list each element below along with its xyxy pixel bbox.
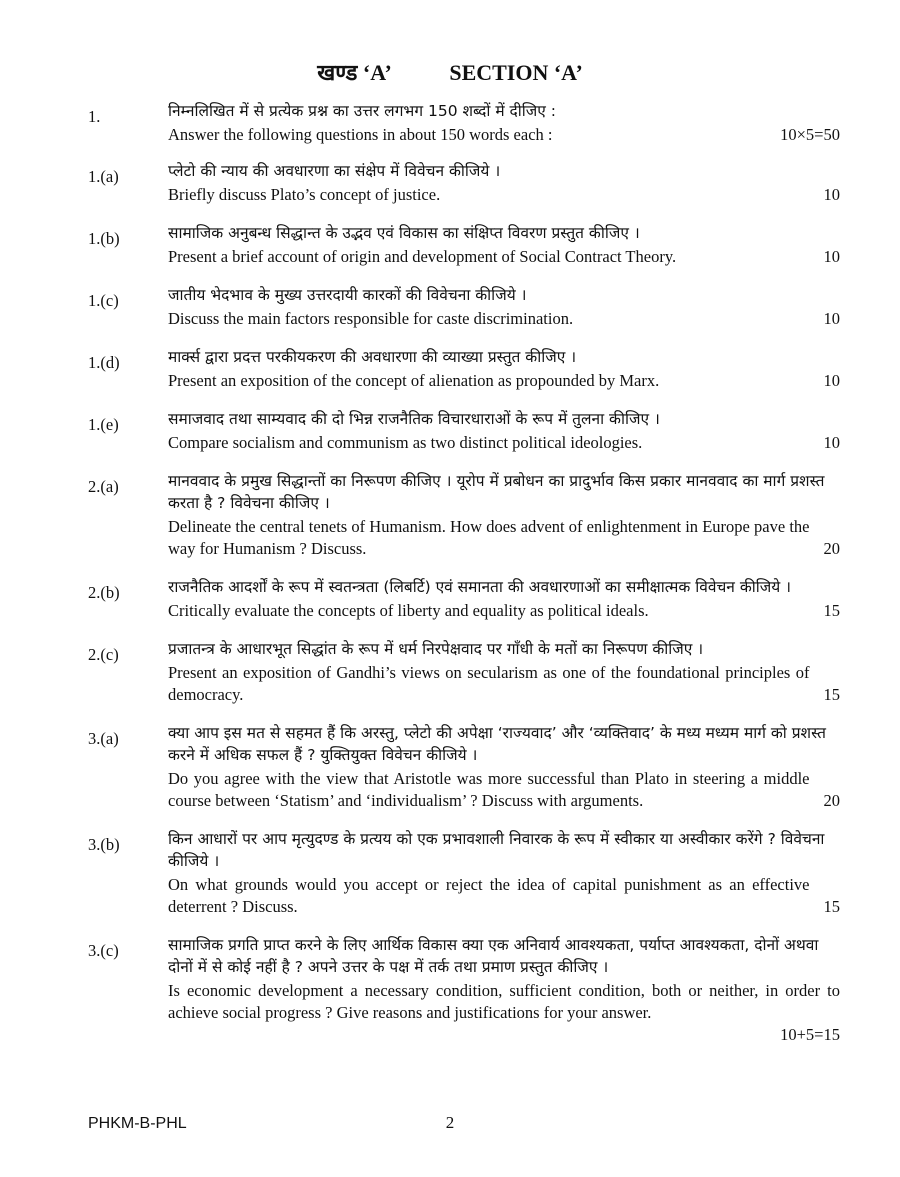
question-number: 1.(a)	[88, 167, 119, 186]
question-number: 1.(d)	[88, 353, 120, 372]
question-number: 2.(a)	[88, 477, 119, 496]
question-marks: 10	[823, 247, 840, 266]
question-hindi: प्लेटो की न्याय की अवधारणा का संक्षेप में विवेचन कीजिये ।	[168, 162, 501, 180]
question-number: 2.(c)	[88, 645, 119, 664]
question-marks: 15	[823, 685, 840, 704]
question-english: Present an exposition of Gandhi’s views on secularism as one of the foundational principles of democracy.	[168, 663, 810, 704]
question-1	[88, 100, 840, 146]
question-1b	[88, 222, 840, 268]
question-marks: 10	[823, 185, 840, 204]
question-number: 3.(a)	[88, 729, 119, 748]
question-number: 3.(b)	[88, 835, 120, 854]
question-hindi: मानववाद के प्रमुख सिद्धान्तों का निरूपण कीजिए । यूरोप में प्रबोधन का प्रादुर्भाव किस प्रकार मानववाद का मार्ग प्रशस्त करता है ? विवेचना कीजिए ।	[168, 472, 825, 512]
question-english: Present a brief account of origin and development of Social Contract Theory.	[168, 247, 677, 266]
question-3c	[88, 934, 840, 1046]
question-hindi: सामाजिक प्रगति प्राप्त करने के लिए आर्थिक विकास क्या एक अनिवार्य आवश्यकता, पर्याप्त आवश्यकता, दोनों अथवा दोनों में से कोई नहीं है ? अपने उत्तर के पक्ष में तर्क तथा प्रमाण प्रस्तुत कीजिए ।	[168, 936, 819, 976]
question-hindi: किन आधारों पर आप मृत्युदण्ड के प्रत्यय को एक प्रभावशाली निवारक के रूप में स्वीकार या अस्वीकार करेंगे ? विवेचना कीजिये ।	[168, 830, 825, 870]
question-number: 2.(b)	[88, 583, 120, 602]
question-marks: 20	[823, 539, 840, 558]
question-1d	[88, 346, 840, 392]
question-number: 1.(b)	[88, 229, 120, 248]
question-english: Delineate the central tenets of Humanism. How does advent of enlightenment in Europe pave the way for Humanism ? Discuss.	[168, 517, 810, 558]
question-marks: 10×5=50	[780, 125, 840, 144]
section-heading-hindi: खण्ड ‘A’	[317, 60, 392, 85]
question-marks: 15	[823, 601, 840, 620]
question-3a	[88, 722, 840, 812]
question-marks: 10+5=15	[780, 1025, 840, 1044]
section-heading-english: SECTION ‘A’	[449, 60, 583, 85]
question-english: Do you agree with the view that Aristotle was more successful than Plato in steering a middle course between ‘Statism’ and ‘individualism’ ? Discuss with arguments.	[168, 769, 810, 810]
question-hindi: सामाजिक अनुबन्ध सिद्धान्त के उद्भव एवं विकास का संक्षिप्त विवरण प्रस्तुत कीजिए ।	[168, 224, 640, 242]
question-hindi: राजनैतिक आदर्शों के रूप में स्वतन्त्रता (लिबर्टि) एवं समानता की अवधारणाओं का समीक्षात्मक विवेचन कीजिये ।	[168, 578, 792, 596]
question-english: Discuss the main factors responsible for caste discrimination.	[168, 309, 574, 328]
question-english: Briefly discuss Plato’s concept of justice.	[168, 185, 441, 204]
question-marks: 20	[823, 791, 840, 810]
question-1e	[88, 408, 840, 454]
question-2c	[88, 638, 840, 706]
question-hindi: मार्क्स द्वारा प्रदत्त परकीयकरण की अवधारणा की व्याख्या प्रस्तुत कीजिए ।	[168, 348, 577, 366]
question-hindi: जातीय भेदभाव के मुख्य उत्तरदायी कारकों की विवेचना कीजिये ।	[168, 286, 527, 304]
question-3b	[88, 828, 840, 918]
question-number: 1.	[88, 107, 101, 126]
question-marks: 10	[823, 371, 840, 390]
question-marks: 15	[823, 897, 840, 916]
question-number: 3.(c)	[88, 941, 119, 960]
question-hindi: क्या आप इस मत से सहमत हैं कि अरस्तु, प्लेटो की अपेक्षा ‘राज्यवाद’ और ‘व्यक्तिवाद’ के मध्य मध्यम मार्ग को प्रशस्त करने में अधिक सफल हैं ? युक्तियुक्त विवेचन कीजिये ।	[168, 724, 826, 764]
question-1a	[88, 160, 840, 206]
question-hindi: समाजवाद तथा साम्यवाद की दो भिन्न राजनैतिक विचारधाराओं के रूप में तुलना कीजिए ।	[168, 410, 660, 428]
question-number: 1.(c)	[88, 291, 119, 310]
question-english: Is economic development a necessary condition, sufficient condition, both or neither, in order to achieve social progress ? Give reasons and justifications for your answer.	[168, 981, 840, 1022]
question-english: Critically evaluate the concepts of liberty and equality as political ideals.	[168, 601, 649, 620]
question-2a	[88, 470, 840, 560]
question-2b	[88, 576, 840, 622]
question-hindi: प्रजातन्त्र के आधारभूत सिद्धांत के रूप में धर्म निरपेक्षवाद पर गाँधी के मतों का निरूपण कीजिए ।	[168, 640, 704, 658]
section-heading	[0, 58, 900, 88]
question-english: Present an exposition of the concept of alienation as propounded by Marx.	[168, 371, 660, 390]
question-english: On what grounds would you accept or reject the idea of capital punishment as an effective deterrent ? Discuss.	[168, 875, 810, 916]
page-number: 2	[445, 1113, 455, 1132]
question-1c	[88, 284, 840, 330]
paper-code: PHKM-B-PHL	[88, 1115, 187, 1132]
question-hindi: निम्नलिखित में से प्रत्येक प्रश्न का उत्तर लगभग 150 शब्दों में दीजिए :	[168, 102, 557, 120]
question-marks: 10	[823, 309, 840, 328]
question-list	[88, 100, 840, 1046]
question-marks: 10	[823, 433, 840, 452]
question-english: Answer the following questions in about 150 words each :	[168, 125, 553, 144]
question-english: Compare socialism and communism as two distinct political ideologies.	[168, 433, 643, 452]
question-number: 1.(e)	[88, 415, 119, 434]
